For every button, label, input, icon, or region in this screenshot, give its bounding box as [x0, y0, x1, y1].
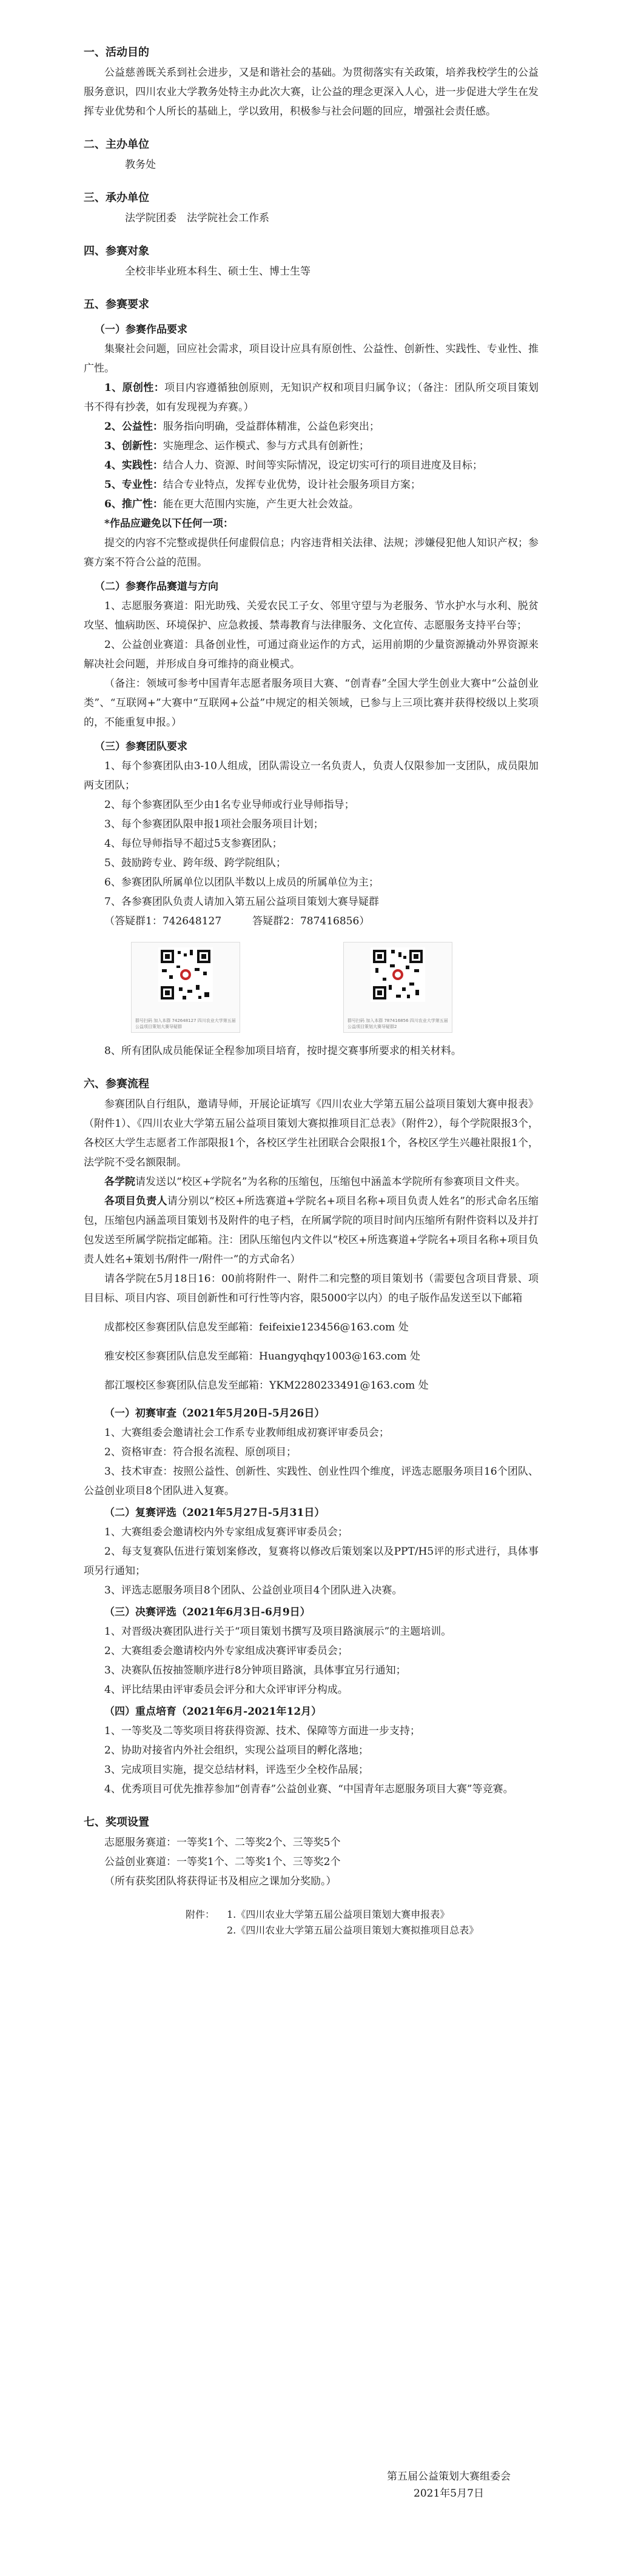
qr-caption: 群号扫码 加入本群 742648127 四川农业大学第五届公益项目策划大赛导疑群	[135, 1018, 236, 1029]
stage-item: 1、大赛组委会邀请社会工作系专业教师组成初赛评审委员会；	[104, 1427, 389, 1439]
undertaker-text: 法学院团委 法学院社会工作系	[125, 212, 269, 224]
email-link[interactable]: Huangyqhqy1003@163.com 处	[259, 1350, 421, 1363]
qr-caption: 群号扫码 加入本群 787416856 四川农业大学第五届公益项目策划大赛导疑群2	[347, 1018, 448, 1029]
team-item: 4、每位导师指导不超过5支参赛团队；	[104, 838, 283, 850]
track-note: （备注：领域可参考中国青年志愿者服务项目大赛、“创青春”全国大学生创业大赛中“公益创业类”、“互联网+”大赛中“互联网+公益”中规定的相关领域，已参与上三项比赛并获得校级以上奖项的，不能重复申报。）	[84, 678, 539, 729]
attachments-block	[84, 1907, 539, 1938]
section-title-requirements: 五、参赛要求	[84, 298, 149, 311]
team-item: 5、鼓励跨专业、跨年级、跨学院组队；	[104, 857, 286, 869]
stage-item: 1、一等奖及二等奖项目将获得资源、技术、保障等方面进一步支持；	[104, 1725, 420, 1737]
email-dujiangyan: 都江堰校区参赛团队信息发至邮箱：YKM2280233491@163.com 处	[104, 1380, 429, 1392]
attachments-label: 附件：	[186, 1909, 215, 1920]
stage-item: 2、大赛组委会邀请校内外专家组成决赛评审委员会；	[104, 1645, 348, 1657]
stage-item: 1、对晋级决赛团队进行关于“项目策划书撰写及项目路演展示”的主题培训。	[104, 1626, 452, 1638]
stage-item: 3、评选志愿服务项目8个团队、公益创业项目4个团队进入决赛。	[104, 1584, 403, 1597]
requirement-item: 4、实践性：结合人力、资源、时间等实际情况，设定切实可行的项目进度及目标；	[104, 459, 483, 472]
team-item: 8、所有团队成员能保证全程参加项目培育，按时提交赛事所要求的相关材料。	[104, 1045, 462, 1057]
participants-text: 全校非毕业班本科生、硕士生、博士生等	[125, 265, 310, 278]
email-yaan: 雅安校区参赛团队信息发至邮箱：Huangyqhqy1003@163.com 处	[104, 1350, 421, 1363]
qr-code-icon	[158, 947, 213, 1002]
section-title-awards: 七、奖项设置	[84, 1816, 149, 1829]
email-chengdu: 成都校区参赛团队信息发至邮箱：feifeixie123456@163.com 处	[104, 1321, 409, 1333]
stage-preliminary-title: （一）初赛审查（2021年5月20日-5月26日）	[104, 1407, 325, 1420]
stage-item: 2、每支复赛队伍进行策划案修改，复赛将以修改后策划案以及PPT/H5评的形式进行，具体事项另行通知；	[84, 1546, 539, 1577]
college-instruction: 各学院请发送以“校区+学院名”为名称的压缩包，压缩包中涵盖本学院所有参赛项目文件夹。	[104, 1176, 526, 1188]
team-item: 3、每个参赛团队限申报1项社会服务项目计划；	[104, 818, 324, 830]
stage-item: 4、评比结果由评审委员会评分和大众评审评分构成。	[104, 1684, 348, 1696]
requirement-item: 3、创新性：实施理念、运作模式、参与方式具有创新性；	[104, 440, 369, 452]
attachment-row	[186, 1923, 539, 1938]
veto-text: 提交的内容不完整或提供任何虚假信息；内容违背相关法律、法规；涉嫌侵犯他人知识产权；参赛方案不符合公益的范围。	[84, 537, 539, 569]
team-item: 2、每个参赛团队至少由1名专业导师或行业导师指导；	[104, 799, 355, 811]
stage-final-title: （三）决赛评选（2021年6月3日-6月9日）	[104, 1606, 310, 1618]
stage-item: 2、资格审查：符合报名流程、原创项目；	[104, 1446, 297, 1458]
track-item: 1、志愿服务赛道：阳光助残、关爱农民工子女、邻里守望与为老服务、节水护水与水利、脱贫攻坚、恤病助医、环境保护、应急救援、禁毒教育与法律服务、文化宣传、志愿服务支持平台等；	[84, 600, 539, 632]
section-title-process: 六、参赛流程	[84, 1078, 149, 1090]
award-line: 志愿服务赛道：一等奖1个、二等奖2个、三等奖5个	[104, 1837, 341, 1849]
attachment-item: 1.《四川农业大学第五届公益项目策划大赛申报表》	[227, 1909, 450, 1920]
organizer-text: 教务处	[125, 159, 156, 171]
requirement-item: 1、原创性：项目内容遵循独创原则，无知识产权和项目归属争议；（备注：团队所交项目策划书不得有抄袭，如有发现视为弃赛。）	[84, 382, 539, 413]
email-link[interactable]: feifeixie123456@163.com 处	[259, 1321, 409, 1333]
qr-code-group-1[interactable]	[131, 942, 240, 1033]
requirement-item: 2、公益性：服务指向明确，受益群体精准，公益色彩突出；	[104, 421, 380, 433]
section-title-purpose: 一、活动目的	[84, 46, 149, 59]
team-item: 7、各参赛团队负责人请加入第五届公益项目策划大赛导疑群	[104, 896, 379, 908]
team-item: 6、参赛团队所属单位以团队半数以上成员的所属单位为主；	[104, 876, 379, 889]
qr-code-icon	[371, 947, 425, 1002]
leader-instruction: 各项目负责人请分别以“校区+所选赛道+学院名+项目名称+项目负责人姓名”的形式命名压缩包，压缩包内涵盖项目策划书及附件的电子档，在所属学院的项目时间内压缩所有附件资料以及并打包发送至所属学院指定邮箱。注：团队压缩包内文件以“校区+所选赛道+学院名+项目名称+项目负责人姓名+策划书/附件一/附件一”的方式命名）	[84, 1195, 539, 1266]
stage-item: 2、协助对接省内外社会组织，实现公益项目的孵化落地；	[104, 1744, 369, 1757]
qq-group-numbers: （答疑群1：742648127 答疑群2：787416856）	[104, 915, 370, 927]
veto-title: *作品应避免以下任何一项：	[104, 518, 233, 530]
subsection-team-requirements: （三）参赛团队要求	[95, 741, 187, 753]
stage-semifinal-title: （二）复赛评选（2021年5月27日-5月31日）	[104, 1507, 325, 1519]
subsection-tracks: （二）参赛作品赛道与方向	[95, 581, 218, 593]
email-link[interactable]: YKM2280233491@163.com 处	[269, 1380, 429, 1392]
award-note: （所有获奖团队将获得证书及相应之课加分奖励。）	[104, 1875, 337, 1887]
qr-code-row	[84, 942, 539, 1033]
section-title-undertaker: 三、承办单位	[84, 192, 149, 204]
stage-item: 3、决赛队伍按抽签顺序进行8分钟项目路演，具体事宜另行通知；	[104, 1664, 406, 1677]
signature-date: 2021年5月7日	[414, 2488, 484, 2500]
subsection-work-requirements: （一）参赛作品要求	[95, 324, 187, 336]
award-line: 公益创业赛道：一等奖1个、二等奖1个、三等奖2个	[104, 1856, 341, 1868]
signature-org: 第五届公益策划大赛组委会	[387, 2471, 511, 2483]
stage-incubation-title: （四）重点培育（2021年6月-2021年12月）	[104, 1706, 322, 1718]
work-requirements-intro: 集聚社会问题，回应社会需求，项目设计应具有原创性、公益性、创新性、实践性、专业性、推广性。	[84, 343, 539, 375]
requirement-item: 5、专业性：结合专业特点，发挥专业优势，设计社会服务项目方案；	[104, 479, 421, 491]
process-paragraph: 参赛团队自行组队，邀请导师，开展论证填写《四川农业大学第五届公益项目策划大赛申报表》（附件1）、《四川农业大学第五届公益项目策划大赛拟推项目汇总表》（附件2），每个学院限报3个，各校区大学生志愿者工作部限报1个，各校区学生社团联合会限报1个，各校区学生兴趣社限报1个，法学院不受名额限制。	[84, 1098, 539, 1169]
purpose-paragraph: 公益慈善既关系到社会进步，又是和谐社会的基础。为贯彻落实有关政策，培养我校学生的公益服务意识，四川农业大学教务处特主办此次大赛，让公益的理念更深入人心，进一步促进大学生在发挥专业优势和个人所长的基础上，学以致用，积极参与社会问题的回应，增强社会责任感。	[84, 67, 539, 118]
requirement-item: 6、推广性：能在更大范围内实施，产生更大社会效益。	[104, 498, 359, 510]
stage-item: 3、完成项目实施，提交总结材料，评选至少全校作品展；	[104, 1764, 369, 1776]
section-title-participants: 四、参赛对象	[84, 245, 149, 258]
document-body	[84, 42, 539, 1938]
stage-item: 4、优秀项目可优先推荐参加“创青春”公益创业赛、“中国青年志愿服务项目大赛”等竞赛。	[104, 1783, 514, 1795]
signature-block	[370, 2468, 528, 2502]
attachment-item: 2.《四川农业大学第五届公益项目策划大赛拟推项目总表》	[227, 1924, 479, 1936]
team-item: 1、每个参赛团队由3-10人组成，团队需设立一名负责人，负责人仅限参加一支团队，成员限加两支团队；	[84, 760, 539, 792]
qr-code-group-2[interactable]	[343, 942, 452, 1033]
stage-item: 3、技术审查：按照公益性、创新性、实践性、创业性四个维度，评选志愿服务项目16个团队、公益创业项目8个团队进入复赛。	[84, 1466, 539, 1497]
section-title-organizer: 二、主办单位	[84, 138, 149, 151]
deadline-instruction: 请各学院在5月18日16：00前将附件一、附件二和完整的项目策划书（需要包含项目背景、项目目标、项目内容、项目创新性和可行性等内容，限5000字以内）的电子版作品发送至以下邮箱	[84, 1273, 539, 1304]
stage-item: 1、大赛组委会邀请校内外专家组成复赛评审委员会；	[104, 1526, 348, 1538]
track-item: 2、公益创业赛道：具备创业性，可通过商业运作的方式，运用前期的少量资源撬动外界资源来解决社会问题，并形成自身可维持的商业模式。	[84, 639, 539, 670]
attachment-row	[186, 1907, 539, 1923]
